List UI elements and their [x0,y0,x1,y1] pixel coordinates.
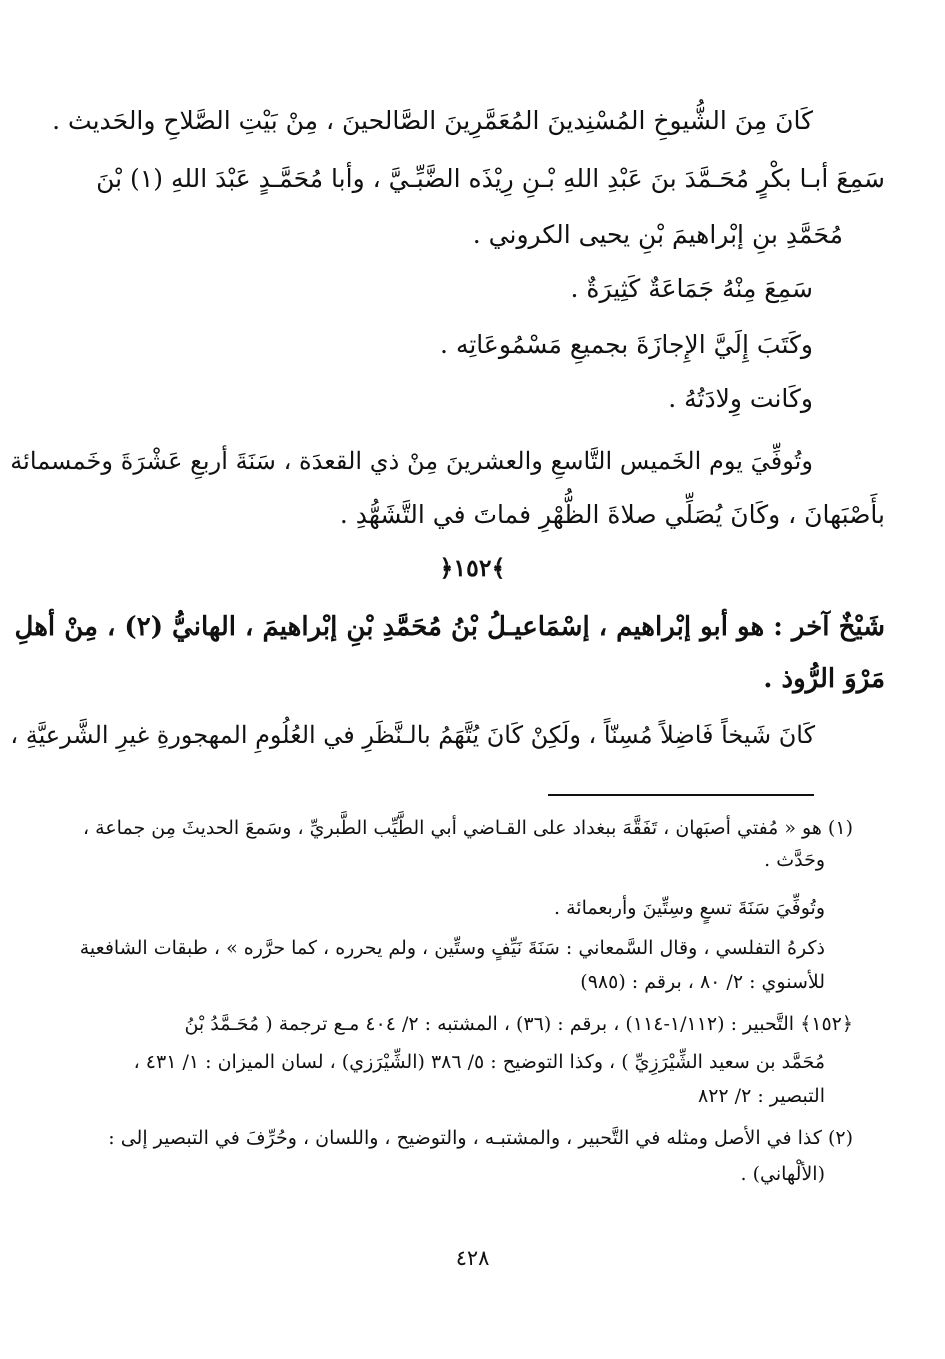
main-text-line-6: وكَانت وِلادَتُهُ . [668,384,813,413]
page-number: ٤٢٨ [455,1246,490,1270]
main-text-line-4: سَمِعَ مِنْهُ جَمَاعَةٌ كَثِيرَةٌ . [570,274,813,303]
footnote-1-line-1: (١) هو « مُفتي أصبَهان ، تَفَقَّهَ ببغداد على القـاضي أبي الطَّيِّب الطَّبريِّ ، وسَمعَ الحديثَ مِن جماعة ، [82,817,853,839]
footnote-1-line-3: وتُوفِّيَ سَنَةَ تسعٍ وسِتِّينَ وأربعمائة . [554,897,825,919]
footnote-152-line-3: التبصير : ٢/ ٨٢٢ [697,1085,825,1107]
footnote-2-line-2: (الألْهاني) . [740,1163,825,1185]
footnote-divider [548,794,814,796]
entry-text-line-1: كَانَ شَيخاً فَاضِلاً مُسِنّاً ، ولَكِنْ كَانَ يُتَّهَمُ بالـنَّظَرِ في العُلُومِ المهجورةِ غيرِ الشَّرعيَّةِ ، [10,721,815,749]
main-text-line-5: وكَتَبَ إِلَيَّ الإِجازَةَ بجميعِ مَسْمُوعَاتِه . [440,330,813,359]
main-text-line-1: كَانَ مِنَ الشُّيوخِ المُسْنِدينَ المُعَمَّرِينَ الصَّالحينَ ، مِنْ بَيْتِ الصَّلاحِ والحَديث . [52,106,813,135]
entry-heading-line-2: مَرْوَ الرُّوذ . [763,664,885,694]
main-text-line-2: سَمِعَ أبـا بكْرٍ مُحَـمَّدَ بنَ عَبْدِ اللهِ بْـنِ رِيْذَه الضَّبِّـيَّ ، وأبا مُحَمَّـدٍ عَبْدَ اللهِ (١) بْنَ [96,164,885,193]
main-text-line-8: بأَصْبَهانَ ، وكَانَ يُصَلِّي صلاةَ الظُّهْرِ فماتَ في التَّشَهُّدِ . [339,500,885,529]
entry-number: ﴿١٥٢﴾ [439,554,506,582]
footnote-152-line-2: مُحَمَّد بن سعيد الشِّيْرَزِيِّ ) ، وكذا التوضيح : ٥/ ٣٨٦ (الشِّيْرَزي) ، لسان الميزان : ١/ ٤٣١ ، [133,1051,825,1073]
main-text-line-3: مُحَمَّدِ بنِ إبْراهيمَ بْنِ يحيى الكروني . [472,220,843,249]
footnote-152-line-1: ﴿١٥٢﴾ التَّحبير : (١/١١٢-١١٤) ، برقم : (٣٦) ، المشتبه : ٢/ ٤٠٤ مـع ترجمة ( مُحَـمَّدُ بْنُ [184,1013,853,1035]
footnote-2-line-1: (٢) كذا في الأصل ومثله في التَّحبير ، والمشتبـه ، والتوضيح ، واللسان ، وحُرِّفَ في التبصير إلى : [108,1127,853,1149]
footnote-1-line-2: وحَدَّث . [764,849,825,871]
entry-heading-line-1: شَيْخٌ آخر : هو أبو إبْراهيم ، إسْمَاعيـلُ بْنُ مُحَمَّدِ بْنِ إبْراهيمَ ، الهانيُّ (٢) ، مِنْ أهلِ [14,612,885,642]
footnote-1-line-4: ذكرهُ التفلسي ، وقال السَّمعاني : سَنَةَ نَيِّفٍ وستِّين ، ولم يحرره ، كما حرَّره » ، طبقات الشافعية [79,937,825,959]
footnote-1-line-5: للأسنوي : ٢/ ٨٠ ، برقم : (٩٨٥) [580,971,825,993]
main-text-line-7: وتُوفِّيَ يوم الخَميس التَّاسعِ والعشرينَ مِنْ ذي القعدَة ، سَنَةَ أربعِ عَشْرَةَ وخَمسمائة [10,447,813,475]
